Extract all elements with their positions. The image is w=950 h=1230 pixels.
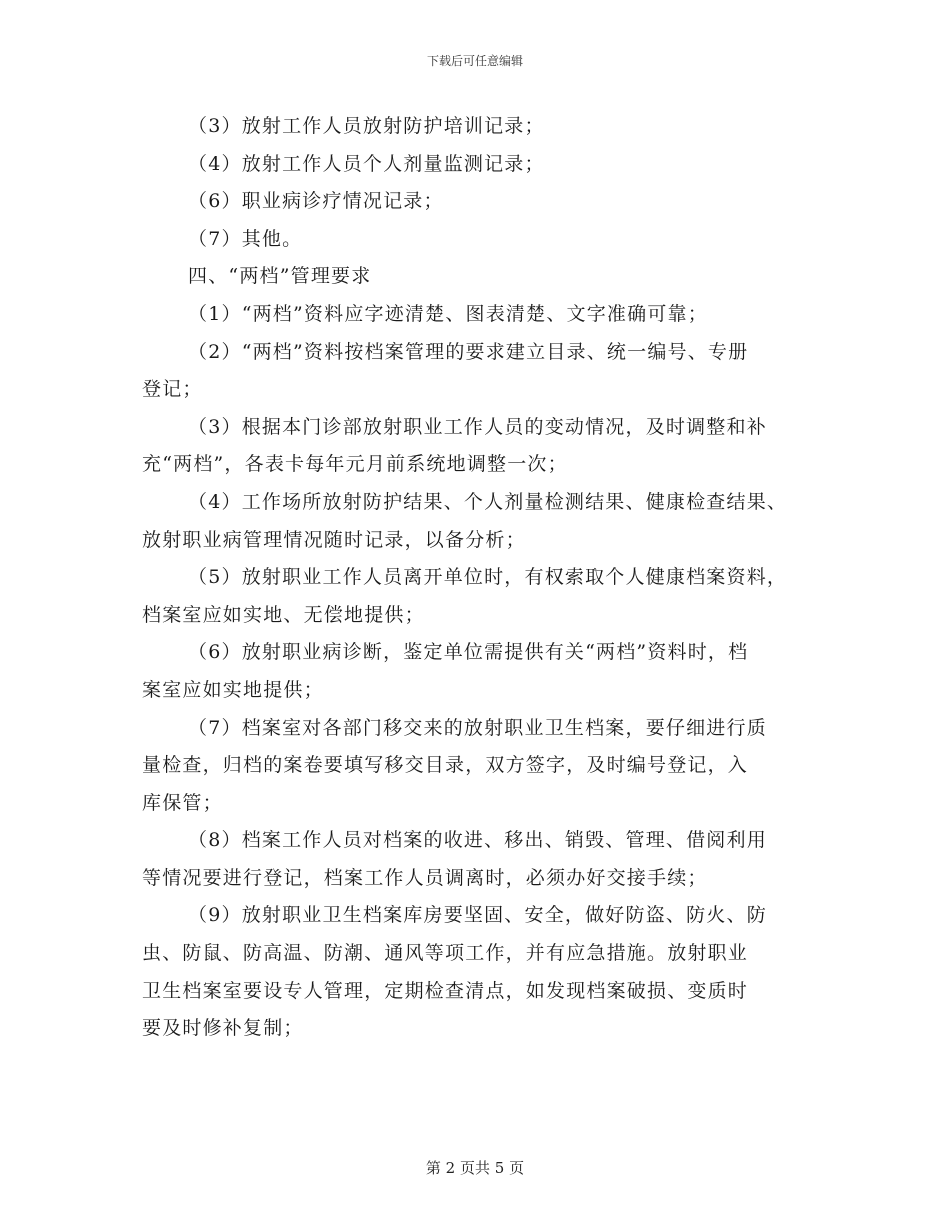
text-line: （4）放射工作人员个人剂量监测记录； xyxy=(188,152,545,175)
text-line: （7）其他。 xyxy=(188,227,303,250)
text-line: 充“两档”，各表卡每年元月前系统地调整一次； xyxy=(142,453,568,476)
text-line: （4）工作场所放射防护结果、个人剂量检测结果、健康检查结果、 xyxy=(188,490,788,513)
document-body xyxy=(142,108,810,1048)
page-footer: 第 2 页共 5 页 xyxy=(425,1159,525,1177)
text-line: 虫、防鼠、防高温、防潮、通风等项工作，并有应急措施。放射职业 xyxy=(142,942,749,965)
text-line: 案室应如实地提供； xyxy=(142,678,324,701)
page-header: 下载后可任意编辑 xyxy=(426,54,523,68)
text-line: （8）档案工作人员对档案的收进、移出、销毁、管理、借阅利用 xyxy=(188,829,767,852)
section-heading: 四、“两档”管理要求 xyxy=(188,265,372,288)
text-line: 卫生档案室要设专人管理，定期检查清点，如发现档案破损、变质时 xyxy=(142,979,749,1002)
text-line: （6）职业病诊疗情况记录； xyxy=(188,190,444,213)
text-line: （2）“两档”资料按档案管理的要求建立目录、统一编号、专册 xyxy=(188,340,749,363)
text-line: （5）放射职业工作人员离开单位时，有权索取个人健康档案资料， xyxy=(188,566,788,589)
text-line: 放射职业病管理情况随时记录，以备分析； xyxy=(142,528,526,551)
text-line: （6）放射职业病诊断，鉴定单位需提供有关“两档”资料时，档 xyxy=(188,641,749,664)
text-line: 登记； xyxy=(142,378,203,401)
text-line: 等情况要进行登记，档案工作人员调离时，必须办好交接手续； xyxy=(142,866,708,889)
text-line: （3）根据本门诊部放射职业工作人员的变动情况，及时调整和补 xyxy=(188,415,767,438)
text-line: （3）放射工作人员放射防护培训记录； xyxy=(188,115,545,137)
text-line: （1）“两档”资料应字迹清楚、图表清楚、文字准确可靠； xyxy=(188,302,708,325)
text-line: 库保管； xyxy=(142,791,223,814)
text-line: （9）放射职业卫生档案库房要坚固、安全，做好防盗、防火、防 xyxy=(188,904,767,927)
text-line: （7）档案室对各部门移交来的放射职业卫生档案，要仔细进行质 xyxy=(188,716,767,739)
text-line: 要及时修补复制； xyxy=(142,1017,304,1040)
text-line: 档案室应如实地、无偿地提供； xyxy=(142,603,425,626)
text-line: 量检查，归档的案卷要填写移交目录，双方签字，及时编号登记，入 xyxy=(142,754,749,777)
